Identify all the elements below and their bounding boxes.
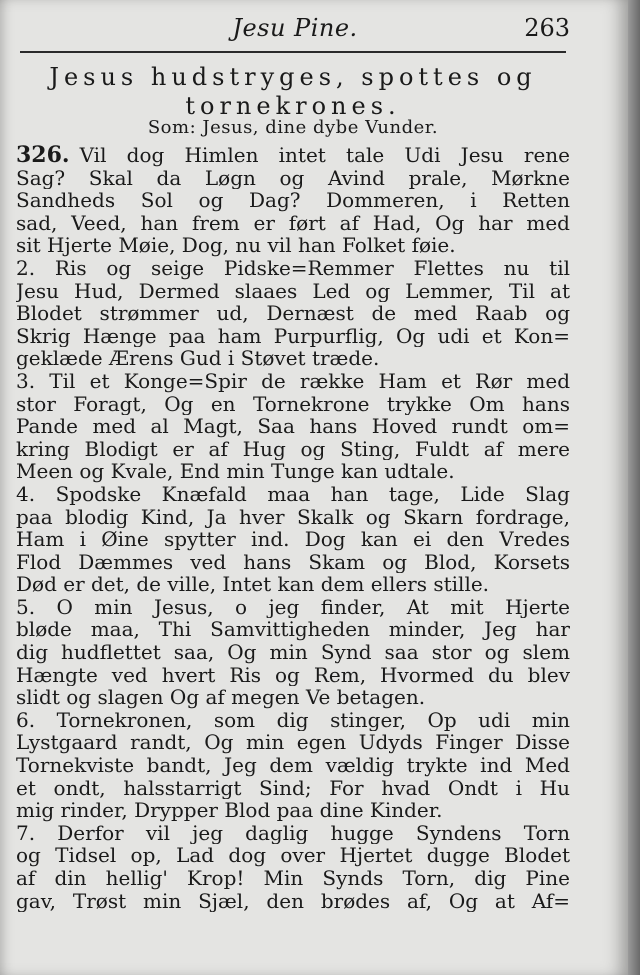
hymn-line: Hængte ved hvert Ris og Rem, Hvormed du blev <box>16 663 570 687</box>
hymn-line: geklæde Ærens Gud i Støvet træde. <box>16 347 380 370</box>
hymn-number: 326. <box>16 144 70 167</box>
hymn-line: gav, Trøst min Sjæl, den brødes af, Og at Af= <box>16 889 570 913</box>
hymn-line: Flod Dæmmes ved hans Skam og Blod, Korsets <box>16 550 570 574</box>
running-head <box>20 14 570 50</box>
hymn-line: Pande med al Magt, Saa hans Hoved rundt om= <box>16 415 570 438</box>
hymn-line: kring Blodigt er af Hug og Sting, Fuldt af mere <box>16 437 570 461</box>
melody-reference: Som: Jesus, dine dybe Vunder. <box>147 117 439 138</box>
header-rule <box>20 51 566 53</box>
book-edge-shadow <box>628 0 640 975</box>
hymn-title-line-2: tornekrones. <box>185 92 401 120</box>
running-title: Jesu Pine. <box>232 14 358 42</box>
hymn-line: slidt og slagen Og af megen Ve betagen. <box>16 686 426 709</box>
hymn-line: Lystgaard randt, Og min egen Udyds Finger Disse <box>16 731 570 755</box>
hymn-line: dig hudflettet saa, Og min Synd saa stor og slem <box>16 641 570 664</box>
page-number: 263 <box>524 14 570 42</box>
hymn-line-text: Vil dog Himlen intet tale Udi Jesu rene <box>79 144 570 167</box>
hymn-line: Blodet strømmer ud, Dernæst de med Raab og <box>16 302 570 325</box>
hymn-text <box>16 144 570 912</box>
hymn-line: sit Hjerte Møie, Dog, nu vil han Folket føie. <box>16 234 456 257</box>
hymn-line: af din hellig' Krop! Min Synds Torn, dig Pine <box>16 867 570 890</box>
hymn-line: sad, Veed, han frem er ført af Had, Og har med <box>16 211 570 235</box>
hymn-line: Skrig Hænge paa ham Purpurflig, Og udi et Kon= <box>16 324 570 348</box>
hymn-line: Ham i Øine spytter ind. Dog kan ei den Vredes <box>16 528 570 551</box>
hymn-line: Sandheds Sol og Dag? Dommeren, i Retten <box>16 189 570 212</box>
hymn-line: 4. Spodske Knæfald maa han tage, Lide Slag <box>16 482 570 506</box>
hymn-line: 6. Tornekronen, som dig stinger, Op udi min <box>16 708 570 732</box>
hymn-line: 3. Til et Konge=Spir de række Ham et Rør med <box>16 369 570 393</box>
hymn-line: Meen og Kvale, End min Tunge kan udtale. <box>16 460 455 483</box>
hymn-line: bløde maa, Thi Samvittigheden minder, Jeg har <box>16 618 570 642</box>
hymn-line: paa blodig Kind, Ja hver Skalk og Skarn fordrage, <box>16 505 570 529</box>
hymn-line <box>16 144 570 167</box>
hymn-line: 5. O min Jesus, o jeg finder, At mit Hjerte <box>16 595 570 619</box>
hymn-line: 7. Derfor vil jeg daglig hugge Syndens Torn <box>16 821 570 845</box>
hymn-line: Død er det, de ville, Intet kan dem ellers stille. <box>16 573 490 596</box>
hymn-line: Sag? Skal da Løgn og Avind prale, Mørkne <box>16 166 570 190</box>
hymn-line: Tornekviste bandt, Jeg dem vældig trykte ind Med <box>16 754 570 777</box>
hymn-line: et ondt, halsstarrigt Sind; For hvad Ondt i Hu <box>16 776 570 800</box>
hymn-line: mig rinder, Drypper Blod paa dine Kinder. <box>16 799 443 822</box>
hymn-line: og Tidsel op, Lad dog over Hjertet dugge Blodet <box>16 844 570 867</box>
hymn-line: stor Foragt, Og en Tornekrone trykke Om hans <box>16 392 570 416</box>
hymn-title-line-1: Jesus hudstryges, spottes og <box>49 63 537 91</box>
hymn-line: 2. Ris og seige Pidske=Remmer Flettes nu til <box>16 256 570 280</box>
hymn-line: Jesu Hud, Dermed slaaes Led og Lemmer, Til at <box>16 279 570 303</box>
